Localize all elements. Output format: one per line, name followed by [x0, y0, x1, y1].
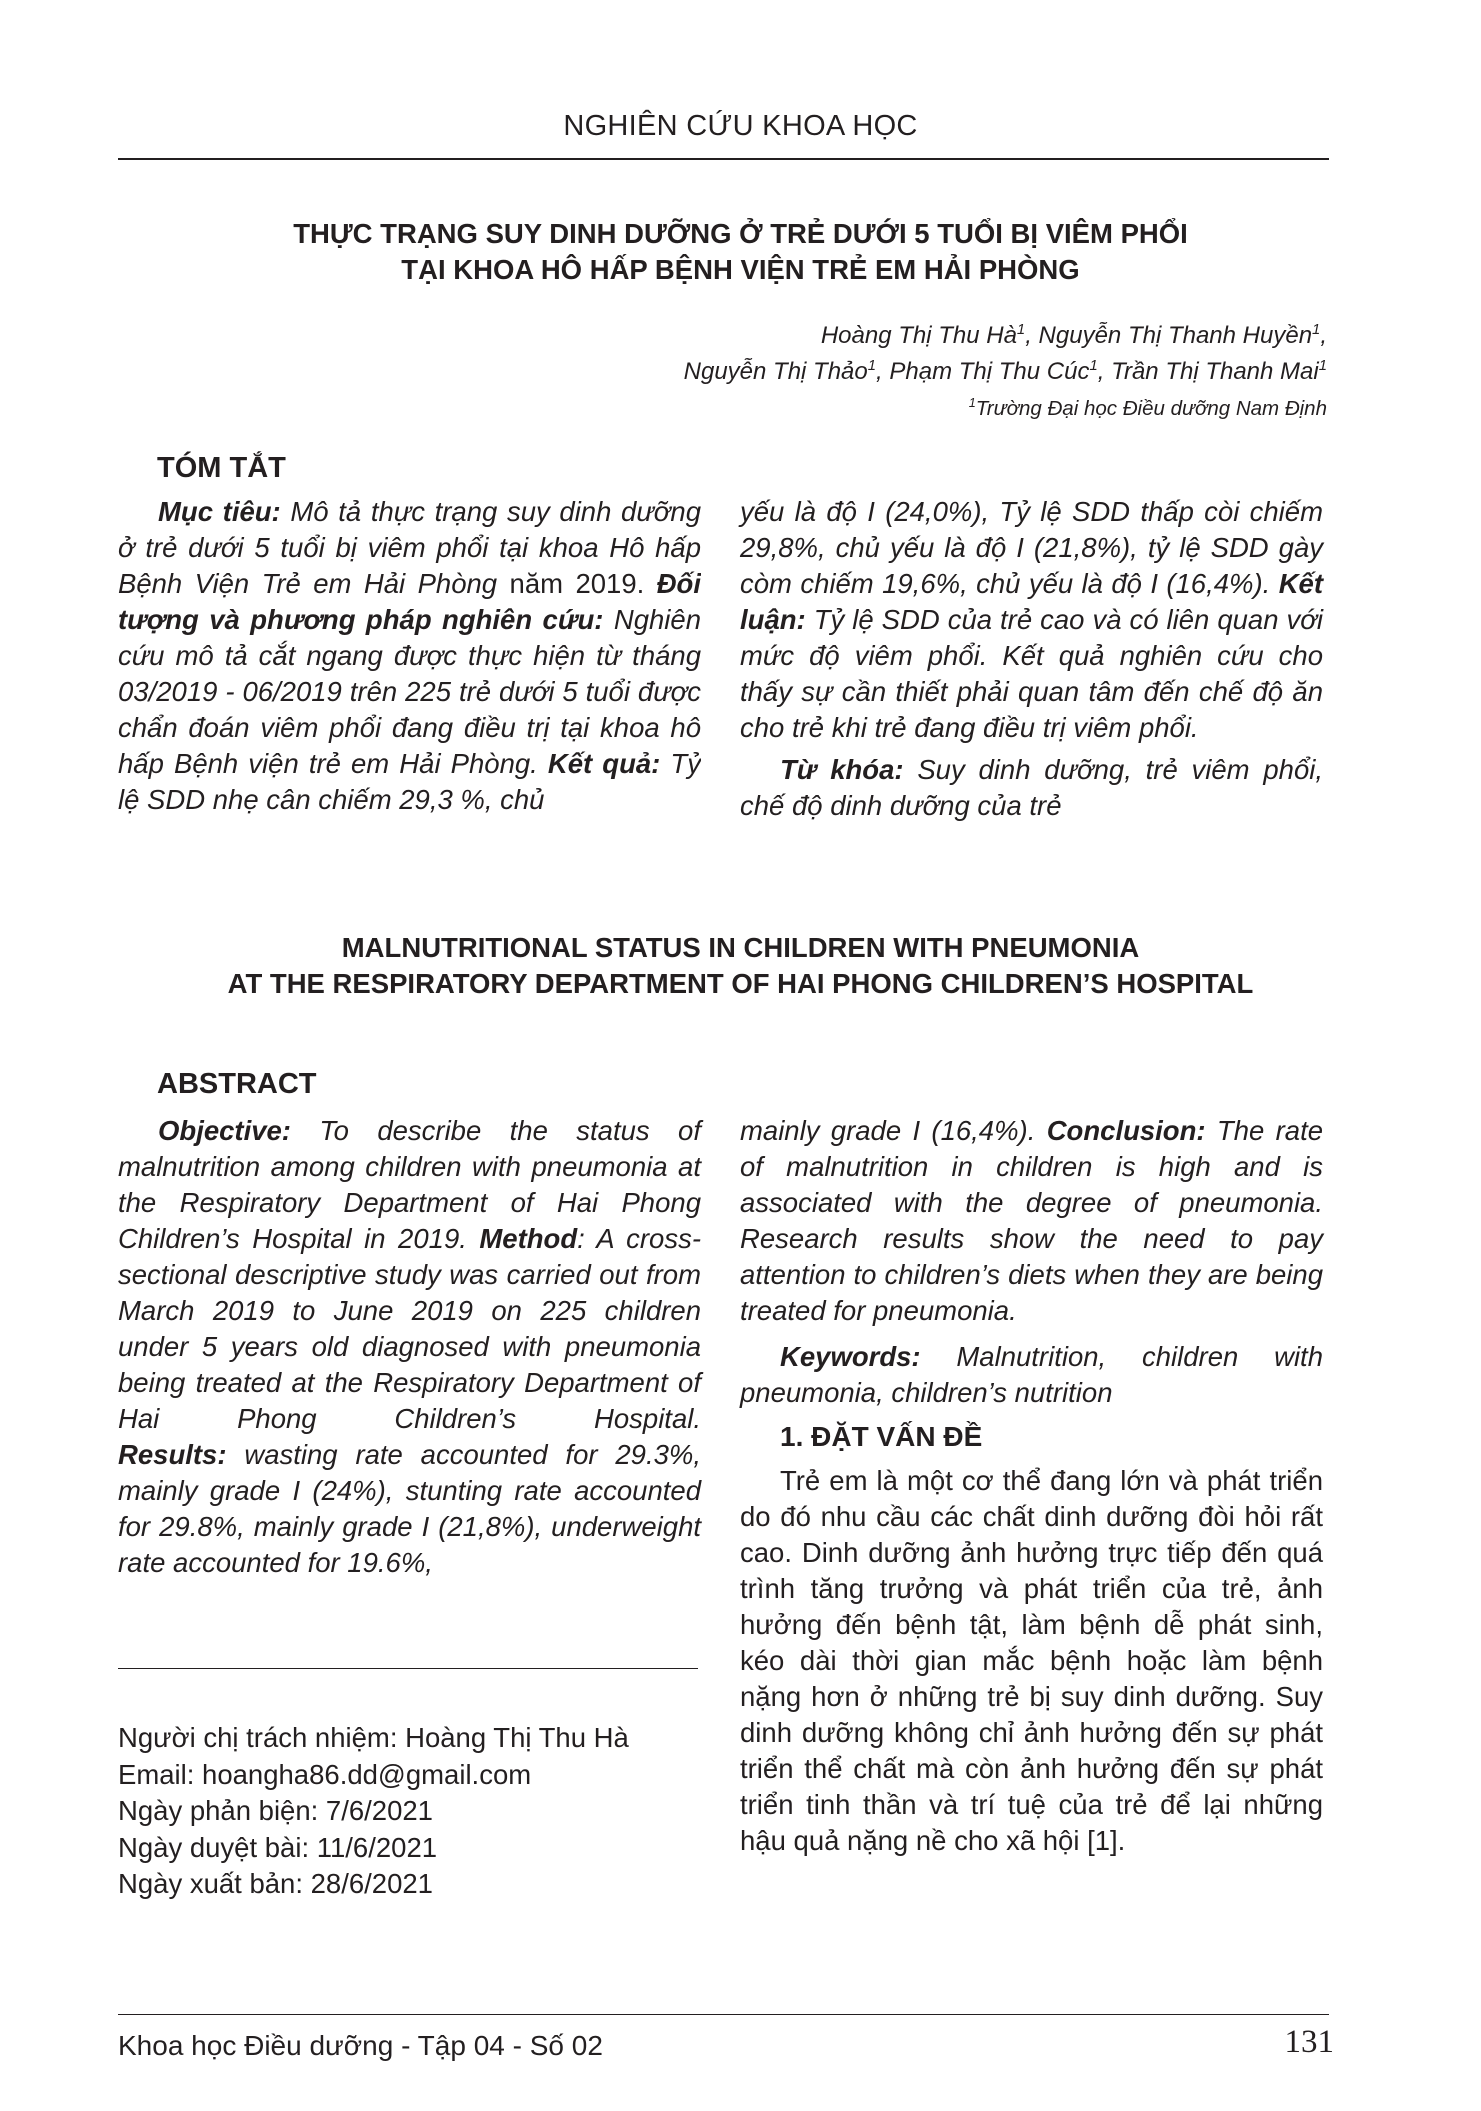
correspondence-block [118, 1720, 718, 1903]
title-vi-line-1: THỰC TRẠNG SUY DINH DƯỠNG Ở TRẺ DƯỚI 5 TUỔI BỊ VIÊM PHỔI [293, 218, 1188, 249]
author-list [427, 318, 1327, 390]
summary-vi-column-left [118, 494, 701, 854]
summary-vi-column-right [740, 494, 1323, 824]
footnote-rule [118, 1668, 698, 1669]
paper-title-en [118, 930, 1363, 1002]
method-label-en: Method [479, 1223, 578, 1254]
title-en-line-1: MALNUTRITIONAL STATUS IN CHILDREN WITH PNEUMONIA [341, 932, 1140, 963]
journal-footer: Khoa học Điều dưỡng - Tập 04 - Số 02 [118, 2030, 603, 2061]
author-name: Nguyễn Thị Thanh Huyền [1038, 322, 1313, 349]
results-text-en-part2: mainly grade I (16,4%). Conclusion: The rate of malnutrition in children is high and is associated with the degree of pneumonia. Research results show the need to pay attention to children’s diets when they are being treated for pneumonia. [740, 1115, 1324, 1326]
author-sup: 1 [1318, 358, 1327, 374]
author-line-2: Nguyễn Thị Thảo$^1$, Phạm Thị Thu Cúc$^1$, Trần Thị Thanh Mai$^1$ [683, 358, 1327, 385]
review-date: Ngày phản biện: 7/6/2021 [118, 1795, 433, 1826]
author-sup: 1 [867, 358, 877, 374]
title-vi-line-2: TẠI KHOA HÔ HẤP BỆNH VIỆN TRẺ EM HẢI PHÒNG [401, 254, 1080, 285]
section-1-paragraph: Trẻ em là một cơ thể đang lớn và phát triển do đó nhu cầu các chất dinh dưỡng đòi hỏi rất cao. Dinh dưỡng ảnh hưởng trực tiếp đến quá trình tăng trưởng và phát triển của trẻ, ảnh hưởng đến bệnh tật, làm bệnh dễ phát sinh, kéo dài thời gian mắc bệnh hoặc làm bệnh nặng hơn ở những trẻ bị suy dinh dưỡng. Suy dinh dưỡng không chỉ ảnh hưởng đến sự phát triển thể chất mà còn ảnh hưởng đến sự phát triển tinh thần và trí tuệ của trẻ để lại những hậu quả nặng nề cho xã hội [1]. [740, 1465, 1323, 1856]
title-en-line-2: AT THE RESPIRATORY DEPARTMENT OF HAI PHONG CHILDREN’S HOSPITAL [227, 968, 1254, 999]
header-rule [118, 158, 1329, 160]
keywords-vi: Từ khóa: Suy dinh dưỡng, trẻ viêm phổi, chế độ dinh dưỡng của trẻ [740, 754, 1323, 821]
affiliation: $^1$Trường Đại học Điều dưỡng Nam Định [968, 395, 1327, 420]
footer-rule [118, 2014, 1329, 2015]
method-label-vi: Đối tượng và phương pháp nghiên cứu: [118, 568, 701, 635]
page-number: 131 [1284, 2024, 1334, 2060]
abstract-en-paragraph: Objective: To describe the status of malnutrition among children with pneumonia at the Respiratory Department of Hai Phong Children’s Hospital in 2019. Method: A cross-sectional descriptive study was carried out from March 2019 to June 2019 on 225 children under 5 years old diagnosed with pneumonia being treated at the Respiratory Department of Hai Phong Children’s Hospital. Results: wasting rate accounted for 29.3%, mainly grade I (24%), stunting rate accounted for 29.8%, mainly grade I (21,8%), underweight rate accounted for 19.6%, [118, 1115, 701, 1578]
keywords-en: Keywords: Malnutrition, children with pneumonia, children’s nutrition [740, 1341, 1323, 1408]
results-label-vi: Kết quả: [547, 748, 661, 779]
section-1-heading: 1. ĐẶT VẤN ĐỀ [780, 1421, 983, 1452]
author-sup: 1 [1312, 322, 1321, 338]
author-sup: 1 [1016, 322, 1026, 338]
author-line-1: Hoàng Thị Thu $Hà^1$, Nguyễn Thị Thanh Huyền$^1$, [820, 322, 1327, 349]
keywords-label-vi: Từ khóa: [780, 754, 904, 785]
results-text-en-part1: wasting rate accounted for 29.3%, mainly grade I (24%), stunting rate accounted for 29.8%, mainly grade I (21,8%), underweight rate accounted for 19.6%, [118, 1439, 701, 1578]
approval-date: Ngày duyệt bài: 11/6/2021 [118, 1831, 438, 1863]
conclusion-label-en: Conclusion: [1046, 1115, 1206, 1146]
conclusion-label-vi: Kết luận: [740, 568, 1323, 635]
author-name: Nguyễn Thị Thảo [683, 358, 868, 385]
corresponding-email: Email: hoangha86.dd@gmail.com [118, 1758, 532, 1790]
summary-vi-paragraph: Mục tiêu: Mô tả thực trạng suy dinh dưỡng ở trẻ dưới 5 tuổi bị viêm phổi tại khoa Hô hấp Bệnh Viện Trẻ em Hải Phòng năm 2019. Đối tượng và phương pháp nghiên cứu: Nghiên cứu mô tả cắt ngang được thực hiện từ tháng 03/2019 - 06/2019 trên 225 trẻ dưới 5 tuổi được chẩn đoán viêm phổi đang điều trị tại khoa hô hấp Bệnh viện trẻ em Hải Phòng. Kết quả: Tỷ lệ SDD nhẹ cân chiếm 29,3 %, chủ [118, 496, 701, 815]
abstract-en-column-left [118, 1113, 701, 1581]
results-text-vi-part2: yếu là độ I (24,0%), Tỷ lệ SDD thấp còi chiếm 29,8%, chủ yếu là độ I (21,8%), tỷ lệ SDD gày còm chiếm 19,6%, chủ yếu là độ I (16,4%). Kết luận: Tỷ lệ SDD của trẻ cao và có liên quan với mức độ viêm phổi. Kết quả nghiên cứu cho thấy sự cần thiết phải quan tâm đến chế độ ăn cho trẻ khi trẻ đang điều trị viêm phổi. [740, 496, 1323, 743]
corresponding-author: Người chị trách nhiệm: Hoàng Thị Thu Hà [118, 1722, 629, 1753]
author-sup: 1 [1089, 358, 1098, 374]
objective-label-vi: Mục tiêu: [158, 496, 281, 527]
results-text-vi-part1: Tỷ lệ SDD nhẹ cân chiếm 29,3 %, chủ [118, 748, 701, 815]
publication-date: Ngày xuất bản: 28/6/2021 [118, 1868, 433, 1899]
author-name: Hoàng Thị Thu Hà [820, 322, 1017, 349]
running-header: NGHIÊN CỨU KHOA HỌC [563, 110, 918, 142]
abstract-en-column-right [740, 1113, 1323, 1859]
keywords-label-en: Keywords: [780, 1341, 921, 1372]
author-name: Phạm Thị Thu Cúc [889, 358, 1090, 385]
summary-heading-vi: TÓM TẮT [157, 452, 286, 484]
paper-title-vi [118, 216, 1363, 288]
objective-label-en: Objective: [158, 1115, 291, 1146]
abstract-heading-en: ABSTRACT [157, 1068, 317, 1100]
author-name: Trần Thị Thanh Mai [1111, 358, 1319, 385]
results-label-en: Results: [118, 1439, 227, 1470]
